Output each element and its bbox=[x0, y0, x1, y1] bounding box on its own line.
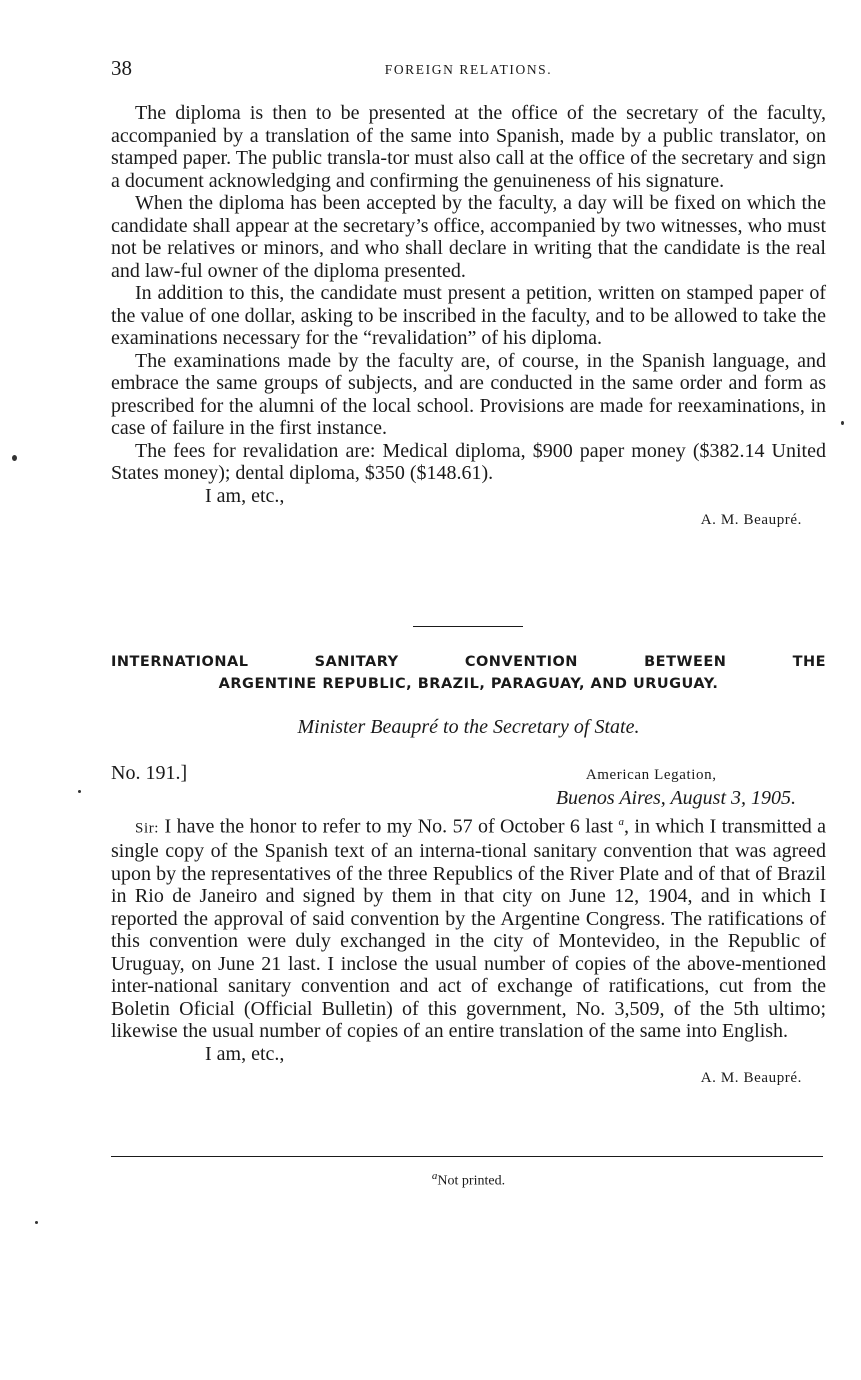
footnote-ref: a bbox=[618, 816, 624, 828]
paragraph: When the diploma has been accepted by the faculty, a day will be fixed on which the candidate shall appear at the secretary’s office, accompanied by two witnesses, who must not be relatives or minors, and who shall declare in writing that the candidate is the real and law-ful owner of the diploma presented. bbox=[111, 192, 826, 282]
heading-line: INTERNATIONAL SANITARY CONVENTION BETWEEN THE bbox=[111, 654, 826, 670]
footnote bbox=[111, 1170, 826, 1190]
letter-continuation bbox=[111, 102, 826, 532]
scan-speck bbox=[35, 1221, 38, 1224]
scan-speck bbox=[12, 455, 17, 461]
scan-speck bbox=[78, 790, 81, 793]
closing: I am, etc., bbox=[205, 1042, 285, 1065]
scan-speck bbox=[841, 421, 844, 425]
footnote-text: Not printed. bbox=[437, 1173, 506, 1189]
place-line: American Legation, bbox=[585, 767, 717, 783]
paragraph: The diploma is then to be presented at the office of the secretary of the faculty, accompanied by a translation of the same into Spanish, made by a public translator, on stamped paper. The public transla-tor must also call at the office of the secretary and sign a document acknowledging and confirming the genuineness of his signature. bbox=[111, 102, 826, 192]
date-line: Buenos Aires, August 3, 1905. bbox=[555, 786, 796, 809]
signature: A. M. Beaupré. bbox=[700, 512, 802, 528]
subheading: Minister Beaupré to the Secretary of State. bbox=[297, 716, 640, 738]
letter-body bbox=[111, 811, 826, 1090]
paragraph: Sir: I have the honor to refer to my No. 57 of October 6 last $^a$, in which I transmitted a single copy of the Spanish text of an interna-tional sanitary convention that was agreed upon by the representatives of the three Republics of the River Plate and of that of Brazil in Rio de Janeiro and signed by them in that city on June 12, 1904, and in which I reported the approval of said convention by the Argentine Congress. The ratifications of this convention were duly exchanged in the city of Montevideo, in the Republic of Uruguay, on June 21 last. I inclose the usual number of copies of the above-mentioned inter-national sanitary convention and act of exchange of ratifications, cut from the Boletin Oficial (Official Bulletin) of this government, No. 3,509, of the 5th ultimo; likewise the usual number of copies of an entire translation of the same into English. bbox=[111, 815, 827, 1043]
paragraph: In addition to this, the candidate must present a petition, written on stamped paper of the value of one dollar, asking to be inscribed in the faculty, and to be allowed to take the examinations necessary for the “revalidation” of his diploma. bbox=[111, 282, 826, 349]
despatch-number: No. 191.] bbox=[111, 762, 188, 784]
paragraph: The fees for revalidation are: Medical diploma, $900 paper money ($382.14 United States money); dental diploma, $350 ($148.61). bbox=[111, 439, 826, 484]
footnote-marker: a bbox=[431, 1170, 438, 1182]
paragraph: The examinations made by the faculty are, of course, in the Spanish language, and embrace the same groups of subjects, and are conducted in the same order and form as prescribed for the alumni of the local school. Provisions are made for reexaminations, in case of failure in the first instance. bbox=[111, 349, 826, 439]
footnote-rule bbox=[111, 1156, 823, 1157]
section-heading bbox=[111, 651, 826, 695]
closing: I am, etc., bbox=[205, 484, 285, 507]
running-head: FOREIGN RELATIONS. bbox=[384, 62, 553, 77]
section-divider bbox=[413, 626, 523, 627]
heading-line: ARGENTINE REPUBLIC, BRAZIL, PARAGUAY, AND URUGUAY. bbox=[218, 676, 719, 692]
salutation: Sir: bbox=[135, 820, 160, 837]
signature: A. M. Beaupré. bbox=[700, 1070, 802, 1087]
page-header bbox=[111, 56, 826, 86]
page-number: 38 bbox=[111, 56, 132, 80]
